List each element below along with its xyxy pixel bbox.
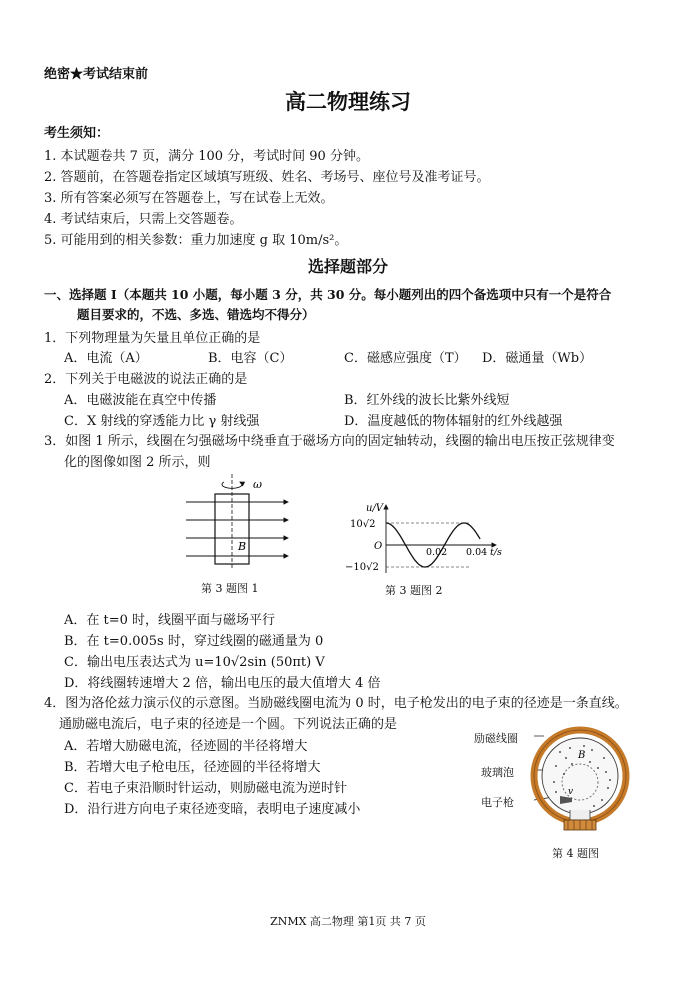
q3-stem: 3．如图 1 所示，线圈在匀强磁场中绕垂直于磁场方向的固定轴转动，线圈的输出电压按正弦规律变: [44, 434, 615, 449]
bulb-label: 玻璃泡: [481, 766, 514, 779]
q4-option-d: D．沿行进方向电子束径迹变暗，表明电子速度减小: [64, 802, 361, 817]
q2-option-d: D．温度越低的物体辐射的红外线越强: [344, 414, 563, 429]
notice-item: 5. 可能用到的相关参数：重力加速度 g 取 10m/s²。: [44, 233, 348, 248]
q3-figure-1: [180, 472, 292, 570]
omega-label: ω: [253, 478, 262, 491]
q1-option-a: A．电流（A）: [64, 351, 148, 366]
notice-item: 3. 所有答案必须写在答题卷上，写在试卷上无效。: [44, 191, 334, 206]
gun-label: 电子枪: [481, 796, 514, 809]
field-dot: [559, 751, 561, 753]
x-tick-1: 0.02: [426, 547, 448, 558]
field-dot: [601, 799, 603, 801]
q2-option-a: A．电磁波能在真空中传播: [64, 393, 217, 408]
section-title: 选择题部分: [307, 257, 388, 276]
notice-item: 4. 考试结束后，只需上交答题卷。: [44, 212, 243, 227]
q2-option-b: B．红外线的波长比紫外线短: [344, 393, 510, 408]
field-dot: [597, 767, 599, 769]
coil-label: 励磁线圈: [474, 732, 518, 745]
q3-figure-2-caption: 第 3 题图 2: [385, 584, 443, 597]
field-dot: [569, 747, 571, 749]
notice-heading: 考生须知：: [44, 126, 110, 141]
q1-option-d: D．磁通量（Wb）: [482, 351, 593, 366]
velocity-label: v: [568, 787, 574, 797]
q1-option-c: C．磁感应强度（T）: [344, 351, 467, 366]
field-dot: [591, 749, 593, 751]
field-dot: [609, 779, 611, 781]
field-dot: [555, 791, 557, 793]
field-b-label: B: [238, 540, 247, 553]
q3-figure-1-caption: 第 3 题图 1: [201, 582, 259, 595]
q3-stem-cont: 化的图像如图 2 所示，则: [64, 455, 211, 470]
q1-option-b: B．电容（C）: [208, 351, 293, 366]
field-dot: [593, 805, 595, 807]
field-dot: [553, 781, 555, 783]
y-axis-label: u/V: [366, 503, 384, 514]
origin-label: O: [374, 541, 383, 552]
q3-option-b: B．在 t=0.005s 时，穿过线圈的磁通量为 0: [64, 634, 324, 649]
x-tick-2: 0.04: [466, 547, 488, 558]
q3-figure-2: [344, 503, 510, 575]
notice-item: 1. 本试题卷共 7 页，满分 100 分，考试时间 90 分钟。: [44, 149, 369, 164]
q4-stem: 4．图为洛伦兹力演示仪的示意图。当励磁线圈电流为 0 时，电子枪发出的电子束的径迹是一条直线。: [44, 696, 628, 711]
field-dot: [589, 761, 591, 763]
q4-figure: [520, 722, 636, 842]
q3-option-a: A．在 t=0 时，线圈平面与磁场平行: [64, 613, 276, 628]
q4-figure-caption: 第 4 题图: [552, 847, 599, 860]
part-instruction: 一、选择题 I（本题共 10 小题，每小题 3 分，共 30 分。每小题列出的四个备选项中只有一个是符合: [44, 287, 612, 302]
field-dot: [565, 757, 567, 759]
field-dot: [583, 745, 585, 747]
field-dot: [563, 773, 565, 775]
y-tick-top: 10√2: [350, 519, 376, 530]
q3-option-c: C．输出电压表达式为 u=10√2sin (50πt) V: [64, 655, 325, 670]
x-axis-label: t/s: [490, 547, 502, 558]
q4-option-c: C．若电子束沿顺时针运动，则励磁电流为逆时针: [64, 781, 347, 796]
q4-option-a: A．若增大励磁电流，径迹圆的半径将增大: [64, 739, 308, 754]
q3-option-d: D．将线圈转速增大 2 倍，输出电压的最大值增大 4 倍: [64, 676, 381, 691]
q1-stem: 1．下列物理量为矢量且单位正确的是: [44, 331, 261, 346]
field-b-label-4: B: [578, 750, 586, 761]
page-footer: ZNMX 高二物理 第1页 共 7 页: [270, 915, 426, 928]
page-title: 高二物理练习: [285, 89, 411, 114]
field-dot: [555, 765, 557, 767]
field-dot: [607, 787, 609, 789]
q2-option-c: C．X 射线的穿透能力比 γ 射线强: [64, 414, 260, 429]
field-dot: [603, 757, 605, 759]
secret-label: 绝密★考试结束前: [44, 67, 149, 82]
q2-stem: 2．下列关于电磁波的说法正确的是: [44, 372, 248, 387]
field-dot: [571, 763, 573, 765]
q4-stem-cont: 通励磁电流后，电子束的径迹是一个圆。下列说法正确的是: [59, 717, 398, 732]
q4-option-b: B．若增大电子枪电压，径迹圆的半径将增大: [64, 760, 321, 775]
notice-item: 2. 答题前，在答题卷指定区域填写班级、姓名、考场号、座位号及准考证号。: [44, 170, 490, 185]
part-instruction-cont: 题目要求的，不选、多选、错选均不得分）: [77, 307, 315, 322]
y-tick-bottom: −10√2: [345, 562, 379, 573]
field-dot: [605, 771, 607, 773]
